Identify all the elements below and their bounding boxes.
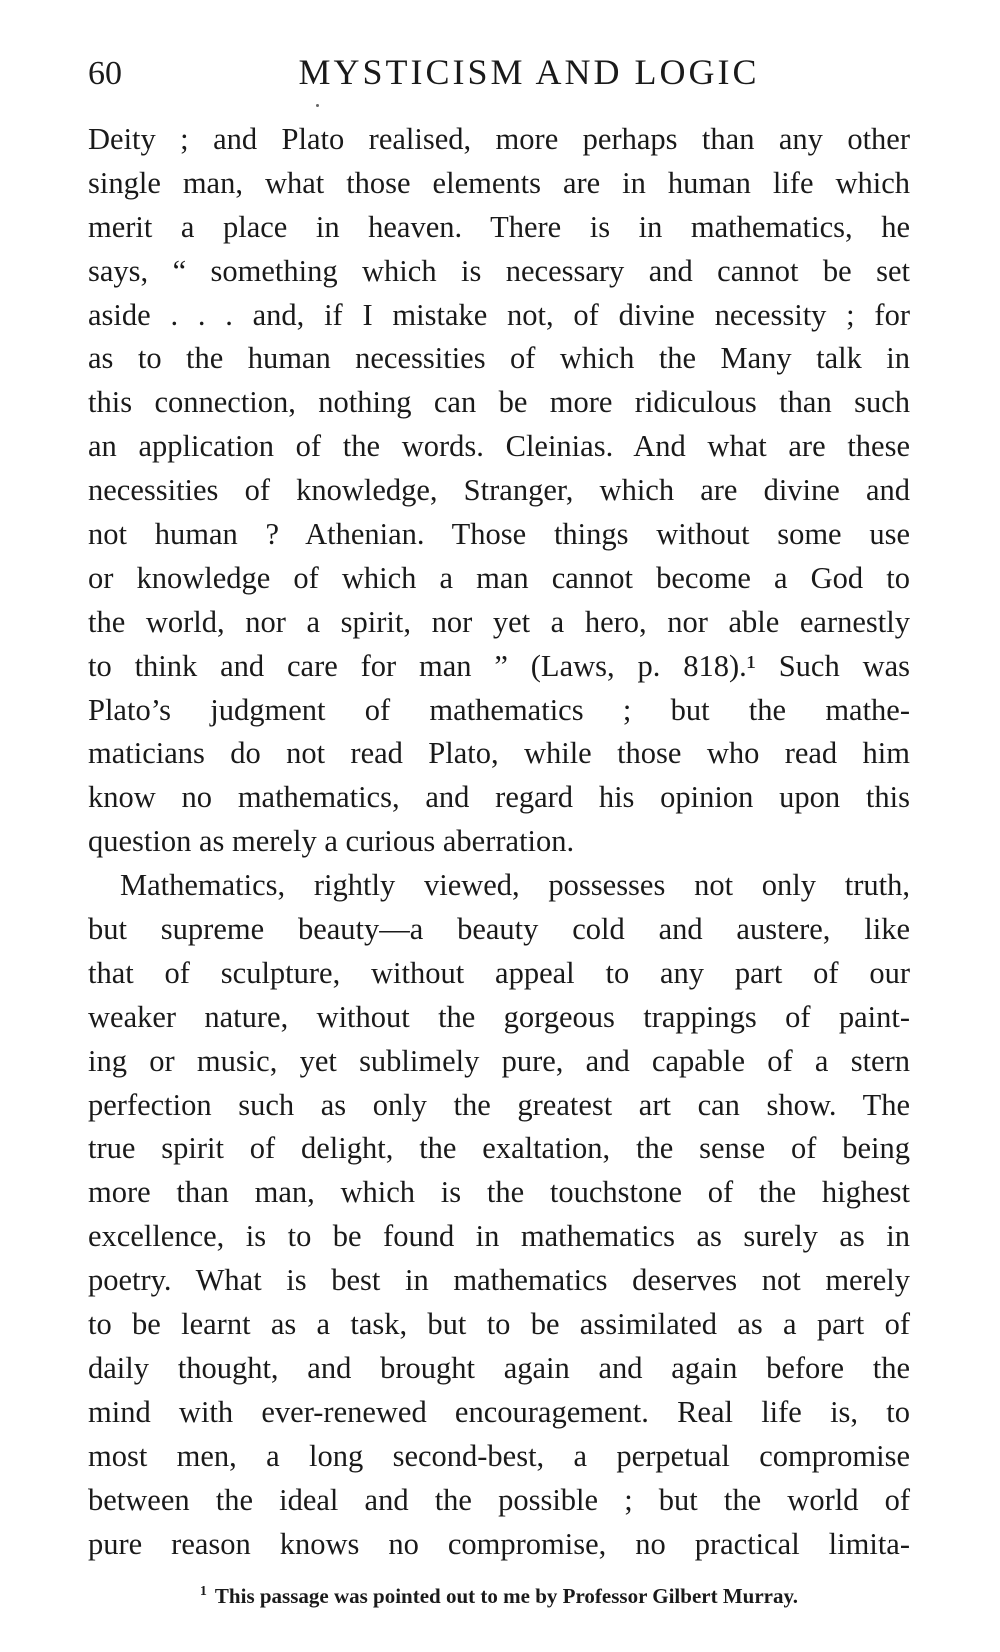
body-text <box>88 118 910 1566</box>
footnote <box>88 1577 910 1611</box>
text-line: know no mathematics, and regard his opinion upon this <box>88 780 910 815</box>
text-line: single man, what those elements are in human life which <box>88 165 910 200</box>
text-line: Plato’s judgment of mathematics ; but the mathe- <box>88 692 910 727</box>
text-line: maticians do not read Plato, while those who read him <box>88 736 910 771</box>
page-header <box>88 50 910 100</box>
text-line: the world, nor a spirit, nor yet a hero, nor able earnestly <box>88 604 910 639</box>
text-line: daily thought, and brought again and again before the <box>88 1350 910 1385</box>
text-line: not human ? Athenian. Those things without some use <box>88 517 910 552</box>
text-line: an application of the words. Cleinias. And what are these <box>88 429 910 464</box>
text-line: pure reason knows no compromise, no practical limita- <box>88 1526 910 1561</box>
text-line: weaker nature, without the gorgeous trappings of paint- <box>88 999 910 1034</box>
text-line: that of sculpture, without appeal to any part of our <box>88 955 910 990</box>
text-line: but supreme beauty—a beauty cold and austere, like <box>88 912 910 947</box>
paragraph-2 <box>88 864 910 1566</box>
text-line: most men, a long second-best, a perpetual compromise <box>88 1438 910 1473</box>
page-number: 60 <box>88 55 122 92</box>
text-line: between the ideal and the possible ; but the world of <box>88 1482 910 1517</box>
text-line: necessities of knowledge, Stranger, which are divine and <box>88 473 910 508</box>
text-line: poetry. What is best in mathematics deserves not merely <box>88 1263 910 1298</box>
text-line: or knowledge of which a man cannot become a God to <box>88 560 910 595</box>
paragraph-1 <box>88 118 910 864</box>
text-line: true spirit of delight, the exaltation, the sense of being <box>88 1131 910 1166</box>
text-line: Deity ; and Plato realised, more perhaps than any other <box>88 122 910 156</box>
text-line: merit a place in heaven. There is in mathematics, he <box>88 209 910 244</box>
text-line: Mathematics, rightly viewed, possesses not only truth, <box>120 868 910 903</box>
text-line: to be learnt as a task, but to be assimilated as a part of <box>88 1307 910 1342</box>
text-line: more than man, which is the touchstone of the highest <box>88 1175 910 1210</box>
text-line: ing or music, yet sublimely pure, and capable of a stern <box>88 1043 910 1078</box>
text-line: to think and care for man ” (Laws, p. 818).¹ Such was <box>88 648 910 683</box>
text-line: aside . . . and, if I mistake not, of divine necessity ; for <box>88 297 910 332</box>
text-line: as to the human necessities of which the Many talk in <box>88 341 910 376</box>
footnote-text: This passage was pointed out to me by Professor Gilbert Murray. <box>214 1584 799 1608</box>
text-line: mind with ever-renewed encouragement. Real life is, to <box>88 1394 910 1429</box>
text-line: this connection, nothing can be more ridiculous than such <box>88 385 910 420</box>
text-line: excellence, is to be found in mathematics as surely as in <box>88 1219 910 1254</box>
running-title: MYSTICISM AND LOGIC <box>298 52 760 92</box>
footnote-marker: 1 <box>199 1584 207 1599</box>
text-line: says, “ something which is necessary and cannot be set <box>88 253 910 288</box>
text-line: perfection such as only the greatest art can show. The <box>88 1087 910 1122</box>
text-line: question as merely a curious aberration. <box>88 824 575 859</box>
print-speck <box>316 104 319 107</box>
